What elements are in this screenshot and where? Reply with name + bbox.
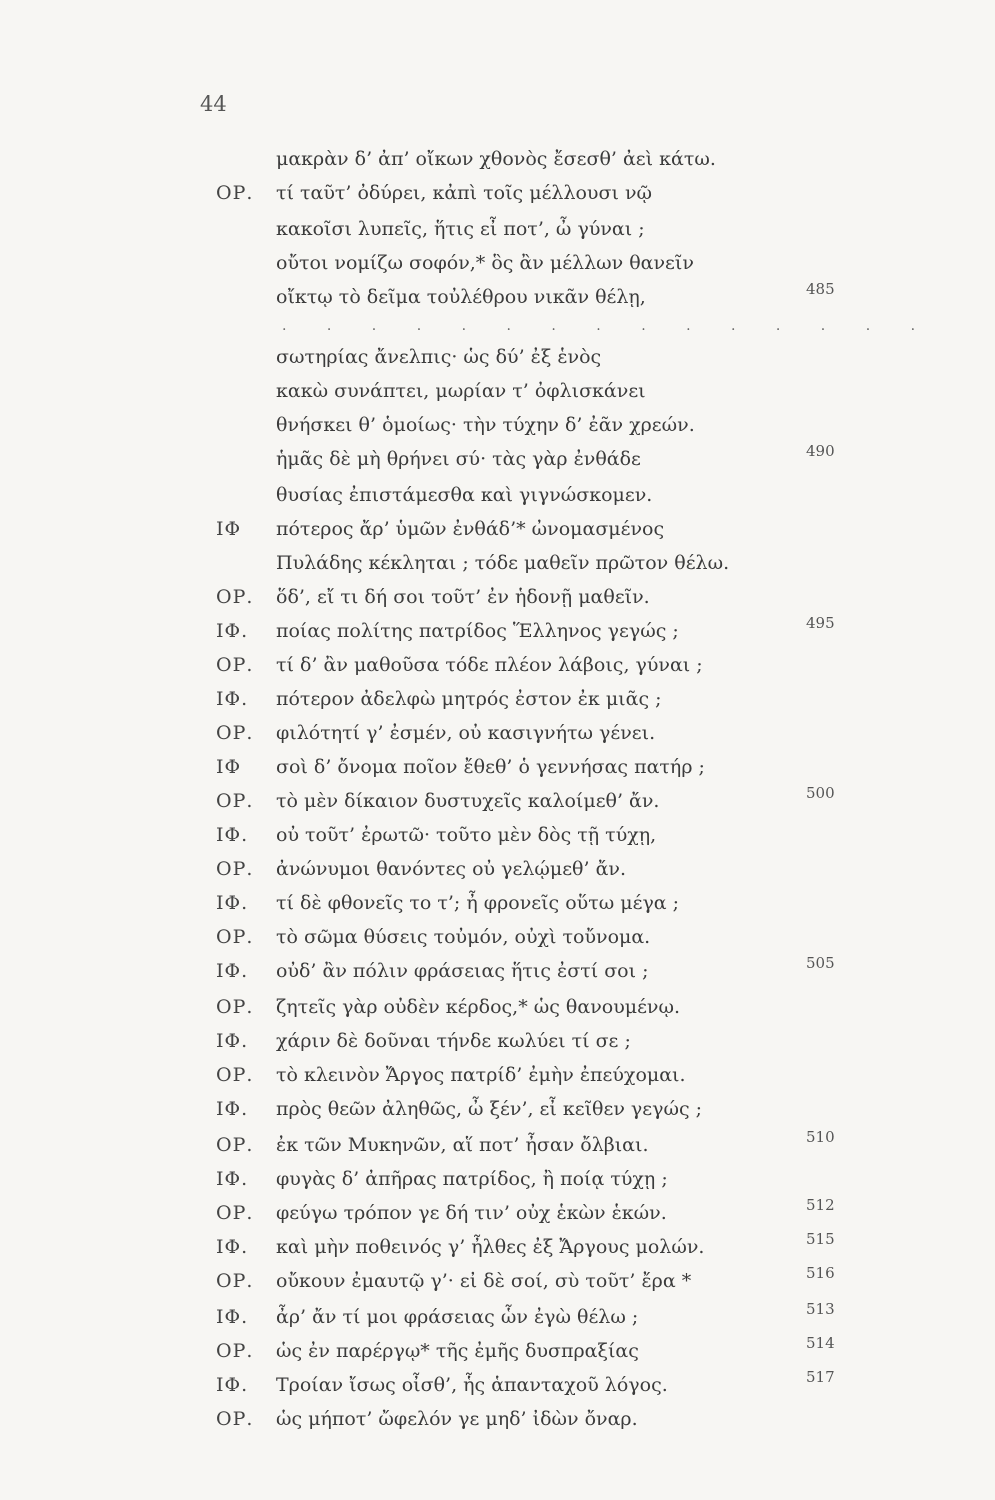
line-number: 515 — [806, 1230, 835, 1248]
speaker-label: ΙΦ. — [216, 824, 249, 846]
speaker-label: ΟΡ. — [216, 1134, 254, 1156]
verse-text: θνήσκει θ’ ὁμοίως· τὴν τύχην δ’ ἐᾶν χρεών. — [276, 414, 695, 436]
verse-line — [0, 926, 995, 956]
verse-text: φεύγω τρόπον γε δή τιν’ οὐχ ἑκὼν ἑκών. — [276, 1202, 667, 1224]
speaker-label: ΙΦ. — [216, 1098, 249, 1120]
verse-text: τί δὲ φθονεῖς το τ’; ἦ φρονεῖς οὕτω μέγα ; — [276, 892, 680, 914]
verse-line — [0, 614, 995, 650]
line-number: 512 — [806, 1196, 835, 1214]
verse-text: τί δ’ ἂν μαθοῦσα τόδε πλέον λάβοις, γύναι ; — [276, 654, 703, 676]
speaker-label: ΟΡ. — [216, 996, 254, 1018]
speaker-label: ΟΡ. — [216, 1064, 254, 1086]
speaker-label: ΙΦ. — [216, 892, 249, 914]
speaker-label: ΙΦ. — [216, 1030, 249, 1052]
verse-line — [0, 1334, 995, 1370]
verse-line — [0, 1368, 995, 1404]
speaker-label: ΙΦ. — [216, 1306, 249, 1328]
verse-text: ὡς μήποτ’ ὤφελόν γε μηδ’ ἰδὼν ὄναρ. — [276, 1408, 638, 1430]
verse-text: τὸ σῶμα θύσεις τοὐμόν, οὐχὶ τοὔνομα. — [276, 926, 651, 948]
speaker-label: ΟΡ. — [216, 1202, 254, 1224]
verse-text: κακοῖσι λυπεῖς, ἥτις εἶ ποτ’, ὦ γύναι ; — [276, 218, 645, 240]
verse-line — [0, 414, 995, 444]
verse-line — [0, 1064, 995, 1094]
verse-line — [0, 518, 995, 548]
speaker-label: ΙΦ. — [216, 1374, 249, 1396]
speaker-label: ΙΦ — [216, 518, 242, 540]
speaker-label: ΟΡ. — [216, 182, 254, 204]
verse-line — [0, 954, 995, 990]
verse-text: τί ταῦτ’ ὀδύρει, κἀπὶ τοῖς μέλλουσι νῷ — [276, 182, 652, 204]
verse-line — [0, 346, 995, 376]
verse-line — [0, 1264, 995, 1300]
verse-line — [0, 252, 995, 282]
verse-text: φιλότητί γ’ ἐσμέν, οὐ κασιγνήτω γένει. — [276, 722, 656, 744]
speaker-label: ΟΡ. — [216, 722, 254, 744]
verse-text: χάριν δὲ δοῦναι τήνδε κωλύει τί σε ; — [276, 1030, 631, 1052]
speaker-label: ΟΡ. — [216, 1340, 254, 1362]
line-number: 495 — [806, 614, 835, 632]
speaker-label: ΙΦ. — [216, 688, 249, 710]
verse-text: ἡμᾶς δὲ μὴ θρήνει σύ· τὰς γὰρ ἐνθάδε — [276, 448, 641, 470]
line-number: 513 — [806, 1300, 835, 1318]
verse-line — [0, 484, 995, 514]
line-number: 485 — [806, 280, 835, 298]
verse-line — [0, 280, 995, 316]
verse-text: οὔτοι νομίζω σοφόν,* ὃς ἂν μέλλων θανεῖν — [276, 252, 694, 274]
speaker-label: ΙΦ. — [216, 960, 249, 982]
verse-line — [0, 1408, 995, 1438]
verse-line — [0, 1128, 995, 1164]
verse-line — [0, 996, 995, 1026]
speaker-label: ΟΡ. — [216, 926, 254, 948]
line-number: 500 — [806, 784, 835, 802]
verse-line — [0, 182, 995, 212]
verse-line — [0, 824, 995, 854]
speaker-label: ΟΡ. — [216, 654, 254, 676]
verse-line — [0, 722, 995, 752]
line-number: 490 — [806, 442, 835, 460]
speaker-label: ΙΦ. — [216, 1236, 249, 1258]
page-number: 44 — [200, 92, 227, 116]
line-number: 505 — [806, 954, 835, 972]
verse-line — [0, 1196, 995, 1232]
verse-text: ὡς ἐν παρέργῳ* τῆς ἐμῆς δυσπραξίας — [276, 1340, 639, 1362]
verse-text: ἀνώνυμοι θανόντες οὐ γελῴμεθ’ ἄν. — [276, 858, 626, 880]
verse-text: οἴκτῳ τὸ δεῖμα τοὐλέθρου νικᾶν θέλῃ, — [276, 286, 646, 308]
verse-text: Πυλάδης κέκληται ; τόδε μαθεῖν πρῶτον θέλω. — [276, 552, 730, 574]
verse-line — [0, 1098, 995, 1128]
verse-text: σοὶ δ’ ὄνομα ποῖον ἔθεθ’ ὁ γεννήσας πατήρ ; — [276, 756, 705, 778]
verse-line — [0, 1030, 995, 1060]
verse-line — [0, 756, 995, 786]
line-number: 514 — [806, 1334, 835, 1352]
verse-line — [0, 380, 995, 410]
verse-text: οὔκουν ἐμαυτῷ γ’· εἰ δὲ σοί, σὺ τοῦτ’ ἔρα * — [276, 1270, 692, 1292]
verse-line — [0, 784, 995, 820]
speaker-label: ΟΡ. — [216, 1408, 254, 1430]
speaker-label: ΙΦ. — [216, 620, 249, 642]
verse-line — [0, 442, 995, 478]
verse-line — [0, 148, 995, 178]
line-number: 516 — [806, 1264, 835, 1282]
verse-text: ἐκ τῶν Μυκηνῶν, αἵ ποτ’ ἦσαν ὄλβιαι. — [276, 1134, 649, 1156]
speaker-label: ΟΡ. — [216, 790, 254, 812]
verse-line — [0, 892, 995, 922]
verse-line — [0, 1168, 995, 1198]
speaker-label: ΟΡ. — [216, 1270, 254, 1292]
verse-text: τὸ μὲν δίκαιον δυστυχεῖς καλοίμεθ’ ἄν. — [276, 790, 660, 812]
verse-text: πότερος ἄρ’ ὑμῶν ἐνθάδ’* ὠνομασμένος — [276, 518, 665, 540]
verse-text: μακρὰν δ’ ἀπ’ οἴκων χθονὸς ἔσεσθ’ ἀεὶ κάτω. — [276, 148, 716, 170]
speaker-label: ΟΡ. — [216, 858, 254, 880]
verse-line — [0, 552, 995, 582]
speaker-label: ΙΦ — [216, 756, 242, 778]
verse-text: καὶ μὴν ποθεινός γ’ ἦλθες ἐξ Ἄργους μολών. — [276, 1236, 705, 1258]
verse-text: πότερον ἀδελφὼ μητρός ἐστον ἐκ μιᾶς ; — [276, 688, 662, 710]
verse-text: θυσίας ἐπιστάμεσθα καὶ γιγνώσκομεν. — [276, 484, 653, 506]
verse-text: φυγὰς δ’ ἀπῆρας πατρίδος, ἢ ποίᾳ τύχῃ ; — [276, 1168, 668, 1190]
verse-line — [0, 218, 995, 248]
verse-line — [0, 858, 995, 888]
omission-dots: . . . . . . . . . . . . . . . — [282, 318, 934, 334]
verse-line — [0, 586, 995, 616]
verse-text: Τροίαν ἴσως οἶσθ’, ἧς ἁπανταχοῦ λόγος. — [276, 1374, 668, 1396]
verse-text: ἆρ’ ἄν τί μοι φράσειας ὧν ἐγὼ θέλω ; — [276, 1306, 639, 1328]
speaker-label: ΙΦ. — [216, 1168, 249, 1190]
verse-text: ποίας πολίτης πατρίδος Ἕλληνος γεγώς ; — [276, 620, 679, 642]
verse-text: οὐδ’ ἂν πόλιν φράσειας ἥτις ἐστί σοι ; — [276, 960, 649, 982]
verse-line — [0, 1230, 995, 1266]
line-number: 517 — [806, 1368, 835, 1386]
verse-line — [0, 688, 995, 718]
verse-text: οὐ τοῦτ’ ἐρωτῶ· τοῦτο μὲν δὸς τῇ τύχῃ, — [276, 824, 657, 846]
verse-text: ζητεῖς γὰρ οὐδὲν κέρδος,* ὡς θανουμένῳ. — [276, 996, 681, 1018]
verse-text: κακὼ συνάπτει, μωρίαν τ’ ὀφλισκάνει — [276, 380, 646, 402]
line-number: 510 — [806, 1128, 835, 1146]
verse-text: τὸ κλεινὸν Ἄργος πατρίδ’ ἐμὴν ἐπεύχομαι. — [276, 1064, 686, 1086]
verse-line — [0, 1300, 995, 1336]
speaker-label: ΟΡ. — [216, 586, 254, 608]
verse-line — [0, 654, 995, 684]
verse-text: ὅδ’, εἴ τι δή σοι τοῦτ’ ἐν ἡδονῇ μαθεῖν. — [276, 586, 650, 608]
verse-text: σωτηρίας ἄνελπις· ὡς δύ’ ἐξ ἑνὸς — [276, 346, 602, 368]
verse-text: πρὸς θεῶν ἀληθῶς, ὦ ξέν’, εἶ κεῖθεν γεγώς ; — [276, 1098, 703, 1120]
